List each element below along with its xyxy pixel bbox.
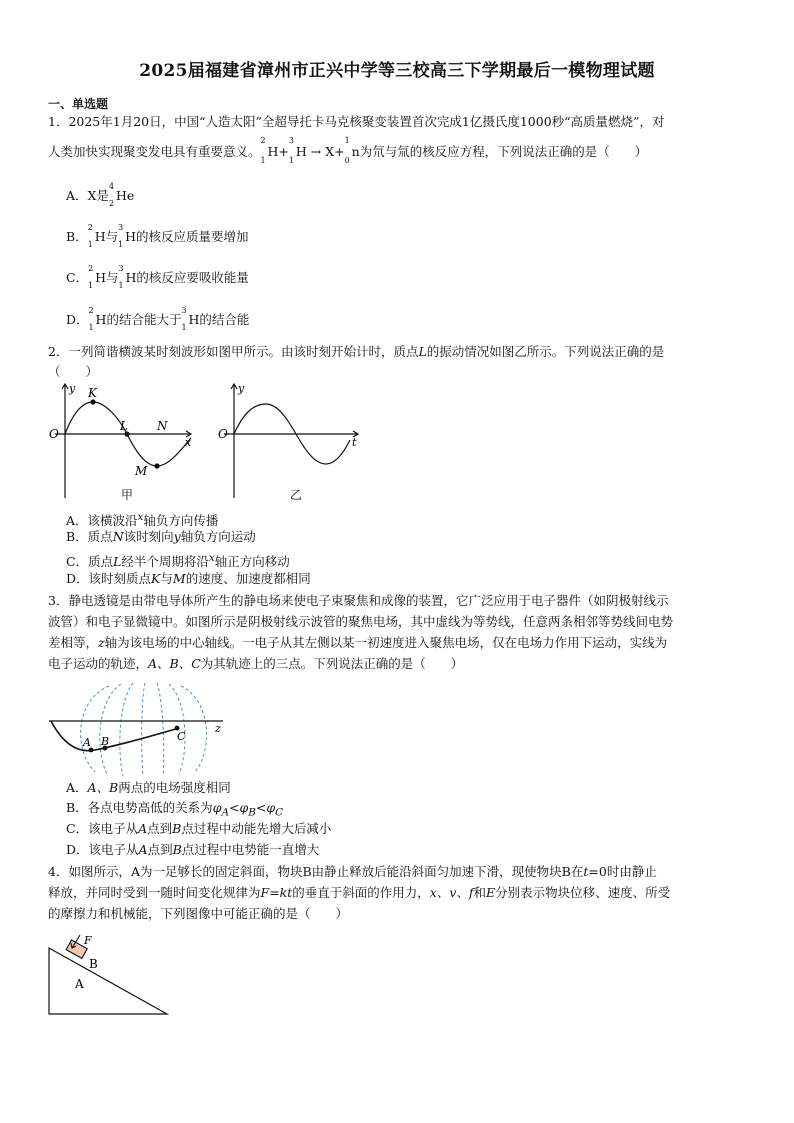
q2-jia-point-m	[154, 463, 159, 468]
q2-option-b-pre: B．质点	[66, 529, 113, 544]
q3-line3-pre: 差相等，	[48, 635, 99, 650]
q1-option-c-h3: H	[125, 270, 137, 285]
q4-line2-vars: x、v、f	[429, 885, 474, 900]
q3-option-d-pre: D．该电子从	[66, 842, 139, 857]
q4-line3: 的摩擦力和机械能，下列图像中可能正确的是（ ）	[48, 906, 349, 921]
q4-label-f: F	[84, 934, 92, 947]
q4-line2-and: 和	[473, 885, 487, 900]
q2-jia-label-x: x	[185, 436, 192, 449]
q1-option-c-and: 与	[105, 270, 119, 285]
q3-figure-focus-field	[45, 680, 245, 780]
q1-option-d-h3: H	[188, 312, 200, 327]
q2-jia-label-y: y	[69, 382, 76, 395]
q1-x: X	[325, 144, 335, 159]
q1-option-a-he: He	[115, 188, 135, 203]
q2-option-c-mid: 经半个周期将沿	[121, 554, 209, 570]
q3-option-a-label: A．	[66, 780, 88, 795]
q3-line3	[48, 631, 748, 654]
q4-incline-a	[49, 948, 167, 1014]
q3-option-a[interactable]	[66, 778, 231, 798]
q2-option-c-x: x	[208, 552, 215, 564]
q3-line4-post: 为其轨迹上的三点。下列说法正确的是（ ）	[200, 656, 464, 671]
q1-line2-pre: 人类加快实现聚变发电具有重要意义。	[48, 144, 261, 159]
q1-line2-post: 为氘与氚的核反应方程，下列说法正确的是（ ）	[359, 144, 648, 159]
q3-equipotential-7	[181, 686, 207, 772]
q1-option-c[interactable]: C． 2 1 H与 3 1 H的核反应要吸收能量	[66, 264, 249, 290]
q1-option-a-pre: A．X是	[66, 188, 109, 203]
q1-n: n	[351, 144, 360, 159]
q1-option-b-label: B．	[66, 229, 88, 244]
q4-line2-pre: 释放，并同时受到一随时间变化规律为	[48, 885, 261, 900]
q2-option-b-post: 轴负方向运动	[180, 529, 256, 544]
q2-option-b-n: N	[112, 529, 124, 544]
q2-jia-label-k: K	[88, 386, 97, 400]
q3-option-b-pre: B．各点电势高低的关系为	[66, 800, 213, 815]
q1-option-d[interactable]: D． 2 1 H的结合能大于 3 1 H的结合能	[66, 306, 250, 332]
q4-label-b: B	[89, 957, 98, 971]
q3-option-c-mid: 点到	[147, 821, 173, 836]
q3-option-d-post: 点过程中电势能一直增大	[181, 842, 320, 857]
q2-option-d-pre: D．该时刻质点	[66, 571, 152, 586]
q2-line1-pre: 2．一列简谐横波某时刻波形如图甲所示。由该时刻开始计时，质点	[48, 344, 419, 359]
q1-option-c-label: C．	[66, 270, 89, 285]
q1-h3: H	[295, 144, 307, 159]
q3-equipotential-2	[100, 684, 121, 774]
q3-option-c-pre: C．该电子从	[66, 821, 139, 836]
q3-equipotential-1	[81, 686, 109, 772]
q4-line2-e: E	[486, 885, 496, 900]
q1-option-c-post: 的核反应要吸收能量	[136, 270, 249, 285]
q2-line1-post: 的振动情况如图乙所示。下列说法正确的是	[426, 344, 665, 359]
q3-equipotential-3	[120, 683, 133, 776]
q1-line1: 1．2025年1月20日，中国“人造太阳”全超导托卡马克核聚变装置首次完成1亿摄氏度1000秒“高质量燃烧”，对	[48, 114, 665, 129]
q2-yi-label-y: y	[238, 382, 245, 395]
q4-line2-post: 分别表示物块位移、速度、所受	[495, 885, 671, 900]
q2-option-d-k: K	[151, 571, 161, 586]
q4-line1-post: =0时由静止	[588, 864, 657, 879]
q2-caption-yi: 乙	[290, 488, 303, 502]
q3-equipotential-5	[157, 683, 164, 776]
q4-line2-mid: 的垂直于斜面的作用力，	[292, 885, 430, 900]
q2-yi-label-o: O	[218, 427, 228, 441]
q4-line1-t: t	[583, 864, 589, 879]
q2-figure-yi	[214, 380, 364, 502]
q2-option-c-pre: C．质点	[66, 554, 114, 570]
q2-jia-label-l: L	[120, 419, 128, 433]
q1-line2: 人类加快实现聚变发电具有重要意义。 2 1 H+ 3 1 H → X+ 1 0 n为氘与氚的核反应方程，下列说法正确的是（ ）	[48, 136, 648, 165]
q2-option-a-post: 轴负方向传播	[143, 513, 219, 529]
q3-label-c: C	[177, 730, 186, 743]
q3-line4	[48, 652, 748, 675]
q1-option-d-mid: 的结合能大于	[106, 312, 182, 327]
q1-option-b-h3: H	[125, 229, 137, 244]
q4-line2	[48, 881, 748, 904]
q3-option-c[interactable]	[66, 819, 331, 839]
q3-line4-abc: A、B、C	[148, 656, 201, 671]
q1-option-b[interactable]: B． 2 1 H与 3 1 H的核反应质量要增加	[66, 223, 249, 249]
q2-caption-jia: 甲	[121, 488, 134, 502]
q3-equipotential-4	[142, 683, 145, 776]
q1-h2: H	[267, 144, 279, 159]
q1-option-d-label: D．	[66, 312, 89, 327]
q2-option-c-l: L	[113, 554, 122, 570]
section-heading: 一、单选题	[48, 97, 109, 111]
q3-option-b-relation: $\varphi_A<\varphi_B<\varphi_C$	[212, 800, 284, 819]
q3-label-a: A	[83, 736, 91, 749]
q2-figure-jia	[45, 380, 205, 502]
q4-figure-incline	[45, 930, 175, 1020]
q1-option-c-h2: H	[95, 270, 106, 285]
q3-label-b: B	[101, 735, 110, 748]
q3-option-a-ab: A、B	[87, 780, 119, 795]
q2-line1-l: L	[418, 344, 427, 359]
q2-jia-label-m: M	[135, 464, 148, 478]
q3-option-d-mid: 点到	[147, 842, 173, 857]
q2-option-b-y: y	[173, 529, 181, 544]
q3-option-c-b: B	[172, 821, 182, 836]
q2-option-d-post: 的速度、加速度都相同	[185, 571, 311, 586]
q4-line1	[48, 860, 748, 883]
q3-line3-post: 轴为该电场的中心轴线。一电子从其左侧以某一初速度进入聚焦电场，仅在电场力作用下运动，实线为	[104, 635, 668, 650]
q2-yi-label-t: t	[352, 436, 357, 449]
q3-option-d[interactable]	[66, 840, 319, 860]
q1-option-a[interactable]: A．X是 4 2 He	[66, 182, 135, 208]
q2-jia-label-o: O	[49, 427, 59, 441]
q2-option-d[interactable]	[66, 569, 311, 589]
q2-option-d-m: M	[172, 571, 186, 586]
q3-label-z: z	[215, 722, 221, 735]
q2-option-d-mid: 与	[160, 571, 173, 586]
q3-line2: 波管）和电子显微镜中。如图所示是阴极射线示波管的聚焦电场，其中虚线为等势线，任意两条相邻等势线间电势	[48, 614, 674, 629]
q4-label-a: A	[75, 977, 84, 991]
q2-jia-label-n: N	[157, 419, 168, 433]
q3-line1: 3．静电透镜是由带电导体所产生的静电场来使电子束聚焦和成像的装置，它广泛应用于电子器件（如阴极射线示	[48, 593, 669, 608]
q1-option-d-h2: H	[95, 312, 107, 327]
q1-option-b-and: 与	[105, 229, 119, 244]
q1-option-d-post: 的结合能	[199, 312, 250, 327]
q2-option-a-pre: A．该横波沿	[66, 513, 138, 529]
q3-line4-pre: 电子运动的轨迹，	[48, 656, 149, 671]
q2-option-b-mid: 该时刻向	[123, 529, 174, 544]
q1-option-b-h2: H	[94, 229, 106, 244]
q4-line2-f: F=kt	[260, 885, 293, 900]
q2-option-c-post: 轴正方向移动	[214, 554, 290, 570]
q3-option-c-a: A	[138, 821, 148, 836]
q2-option-b[interactable]	[66, 527, 256, 547]
q3-line3-z: z	[98, 635, 105, 650]
q2-option-a-x: x	[137, 511, 144, 523]
q3-electron-trajectory	[51, 721, 179, 751]
q3-option-c-post: 点过程中动能先增大后减小	[181, 821, 332, 836]
q2-jia-point-k	[90, 399, 95, 404]
q2-line2: （ ）	[48, 364, 99, 379]
q3-option-d-b: B	[172, 842, 182, 857]
page-title: 2025届福建省漳州市正兴中学等三校高三下学期最后一模物理试题	[139, 61, 655, 81]
q1-option-b-post: 的核反应质量要增加	[136, 229, 249, 244]
q4-line1-pre: 4．如图所示，A为一足够长的固定斜面，物块B由静止释放后能沿斜面匀加速下滑，现使物块B在	[48, 864, 584, 879]
q3-option-d-a: A	[138, 842, 148, 857]
q3-option-a-post: 两点的电场强度相同	[118, 780, 231, 795]
